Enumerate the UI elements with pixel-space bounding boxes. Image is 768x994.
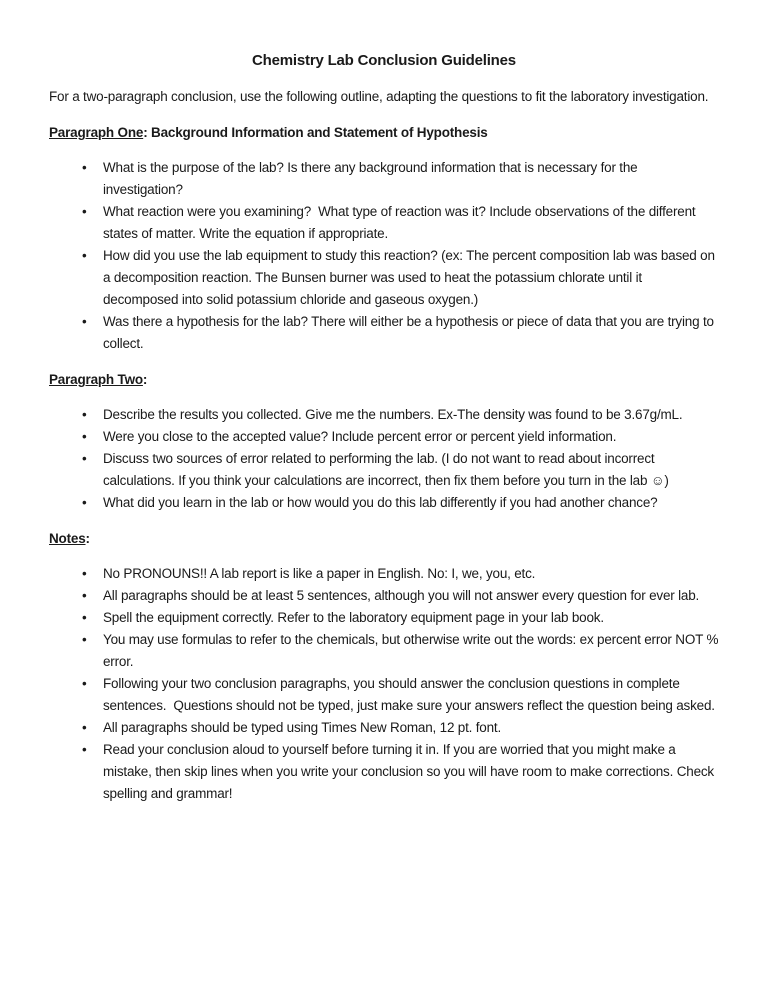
bullet-item: • Read your conclusion aloud to yourself before turning it in. If you are worried that you might make a mistake, then skip lines when you write your conclusion so you will have room to make corrections. Check spelling and grammar!: [103, 739, 719, 805]
bullet-item: • How did you use the lab equipment to study this reaction? (ex: The percent composition lab was based on a decomposition reaction. The Bunsen burner was used to heat the potassium chlorate until it decomposed into solid potassium chloride and gaseous oxygen.): [103, 245, 719, 311]
bullet-list-notes: [49, 563, 722, 805]
bullet-item: • What reaction were you examining? What type of reaction was it? Include observations of the different states of matter. Write the equation if appropriate.: [103, 201, 719, 245]
bullet-item: • No PRONOUNS!! A lab report is like a paper in English. No: I, we, you, etc.: [103, 563, 719, 585]
heading-underlined-text: Notes: [49, 531, 86, 546]
bullet-list-paragraph-one: [49, 157, 719, 355]
section-heading-notes: [49, 528, 719, 550]
bullet-item: • Discuss two sources of error related to performing the lab. (I do not want to read about incorrect calculations. If you think your calculations are incorrect, then fix them before you turn in the lab ☺): [103, 448, 719, 492]
section-heading-paragraph-two: [49, 369, 719, 391]
bullet-item: • What is the purpose of the lab? Is there any background information that is necessary for the investigation?: [103, 157, 719, 201]
intro-paragraph: For a two-paragraph conclusion, use the following outline, adapting the questions to fit the laboratory investigation.: [49, 89, 709, 104]
heading-underlined-text: Paragraph Two: [49, 372, 143, 387]
bullet-item: • Spell the equipment correctly. Refer to the laboratory equipment page in your lab book.: [103, 607, 719, 629]
bullet-item: • Following your two conclusion paragraphs, you should answer the conclusion questions in complete sentences. Questions should not be typed, just make sure your answers reflect the question being asked.: [103, 673, 719, 717]
bullet-item: • Were you close to the accepted value? Include percent error or percent yield information.: [103, 426, 719, 448]
bullet-item: • All paragraphs should be at least 5 sentences, although you will not answer every question for ever lab.: [103, 585, 719, 607]
heading-suffix-text: :: [142, 372, 148, 387]
bullet-item: • All paragraphs should be typed using Times New Roman, 12 pt. font.: [103, 717, 719, 739]
bullet-item: • What did you learn in the lab or how would you do this lab differently if you had another chance?: [103, 492, 719, 514]
page-title: Chemistry Lab Conclusion Guidelines: [252, 52, 516, 69]
bullet-list-paragraph-two: [49, 404, 719, 514]
bullet-item: • You may use formulas to refer to the chemicals, but otherwise write out the words: ex percent error NOT % error.: [103, 629, 719, 673]
section-heading-paragraph-one: [49, 122, 719, 144]
heading-suffix-text: :: [85, 531, 90, 546]
bullet-item: • Describe the results you collected. Give me the numbers. Ex-The density was found to be 3.67g/mL.: [103, 404, 719, 426]
bullet-item: • Was there a hypothesis for the lab? There will either be a hypothesis or piece of data that you are trying to collect.: [103, 311, 719, 355]
heading-underlined-text: Paragraph One: [49, 125, 144, 140]
heading-suffix-text: : Background Information and Statement of Hypothesis: [143, 125, 488, 140]
